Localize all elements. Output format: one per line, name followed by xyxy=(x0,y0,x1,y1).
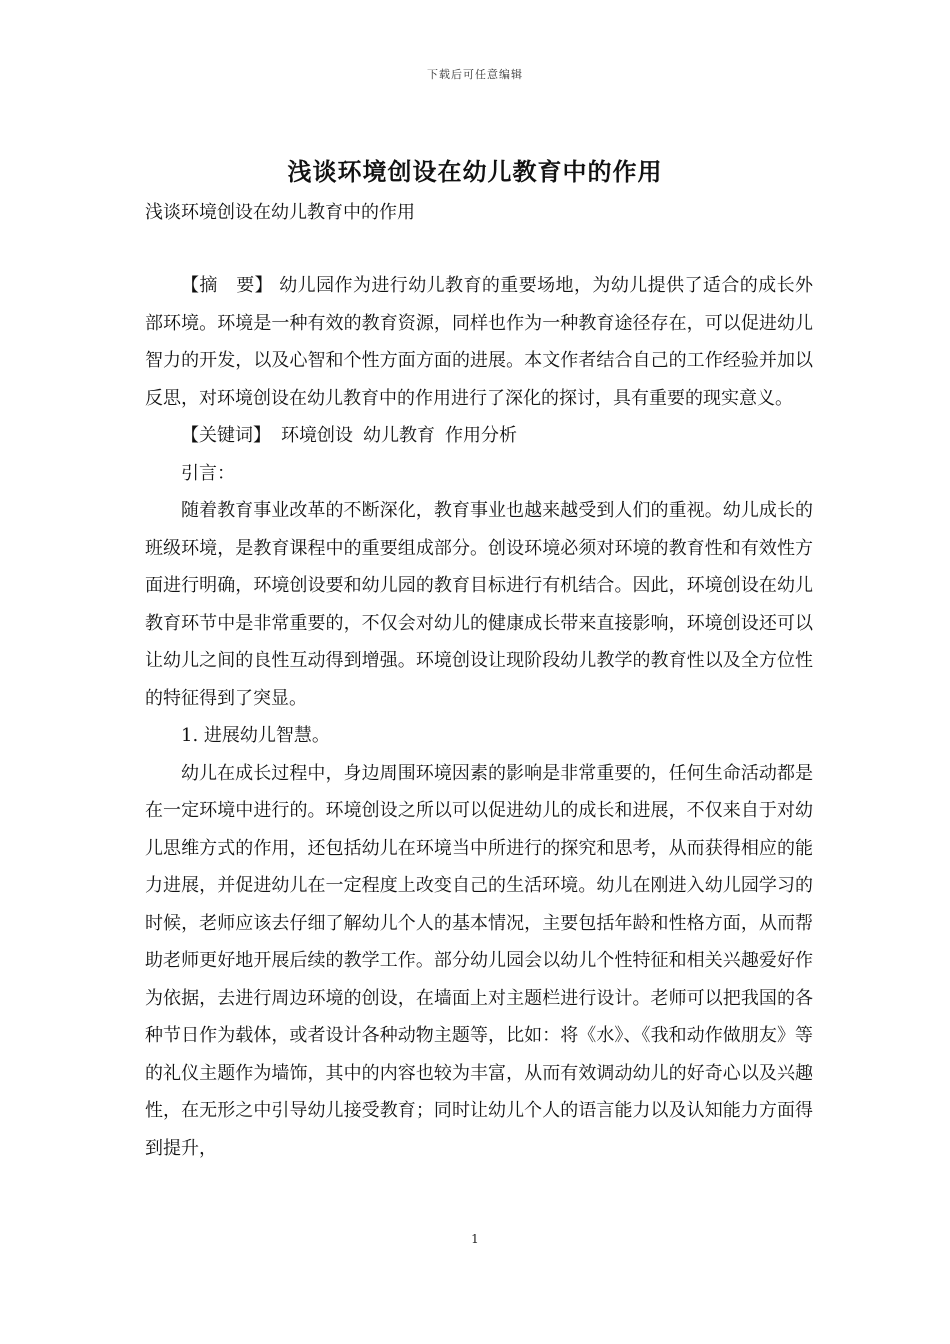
keywords-label: 【关键词】 xyxy=(181,425,271,446)
section-1-heading: 1. 进展幼儿智慧。 xyxy=(181,725,330,746)
intro-label: 引言： xyxy=(181,462,235,484)
page-header-note: 下载后可任意编辑 xyxy=(427,68,523,81)
keyword-item: 幼儿教育 xyxy=(363,425,435,446)
document-body xyxy=(145,267,813,1167)
abstract-label: 【摘 要】 xyxy=(181,275,274,296)
keyword-item: 作用分析 xyxy=(445,425,517,446)
section-1-paragraph: 幼儿在成长过程中，身边周围环境因素的影响是非常重要的，任何生命活动都是在一定环境中进行的。环境创设之所以可以促进幼儿的成长和进展，不仅来自于对幼儿思维方式的作用，还包括幼儿在环境当中所进行的探究和思考，从而获得相应的能力进展，并促进幼儿在一定程度上改变自己的生活环境。幼儿在刚进入幼儿园学习的时候，老师应该去仔细了解幼儿个人的基本情况，主要包括年龄和性格方面，从而帮助老师更好地开展后续的教学工作。部分幼儿园会以幼儿个性特征和相关兴趣爱好作为依据，去进行周边环境的创设，在墙面上对主题栏进行设计。老师可以把我国的各种节日作为载体，或者设计各种动物主题等，比如：将《水》、《我和动作做朋友》等的礼仪主题作为墙饰，其中的内容也较为丰富，从而有效调动幼儿的好奇心以及兴趣性，在无形之中引导幼儿接受教育；同时让幼儿个人的语言能力以及认知能力方面得到提升， xyxy=(145,762,813,1159)
document-subtitle: 浅谈环境创设在幼儿教育中的作用 xyxy=(145,202,415,223)
abstract-text: 幼儿园作为进行幼儿教育的重要场地，为幼儿提供了适合的成长外部环境。环境是一种有效的教育资源，同样也作为一种教育途径存在，可以促进幼儿智力的开发，以及心智和个性方面方面的进展。本文作者结合自己的工作经验并加以反思，对环境创设在幼儿教育中的作用进行了深化的探讨，具有重要的现实意义。 xyxy=(145,275,814,409)
abstract-paragraph xyxy=(145,267,813,417)
keyword-item: 环境创设 xyxy=(281,425,353,446)
document-title: 浅谈环境创设在幼儿教育中的作用 xyxy=(287,157,663,186)
keywords-paragraph xyxy=(145,417,813,455)
intro-paragraph: 随着教育事业改革的不断深化，教育事业也越来越受到人们的重视。幼儿成长的班级环境，是教育课程中的重要组成部分。创设环境必须对环境的教育性和有效性方面进行明确，环境创设要和幼儿园的教育目标进行有机结合。因此，环境创设在幼儿教育环节中是非常重要的，不仅会对幼儿的健康成长带来直接影响，环境创设还可以让幼儿之间的良性互动得到增强。环境创设让现阶段幼儿教学的教育性以及全方位性的特征得到了突显。 xyxy=(145,500,813,709)
page-number: 1 xyxy=(471,1232,479,1246)
